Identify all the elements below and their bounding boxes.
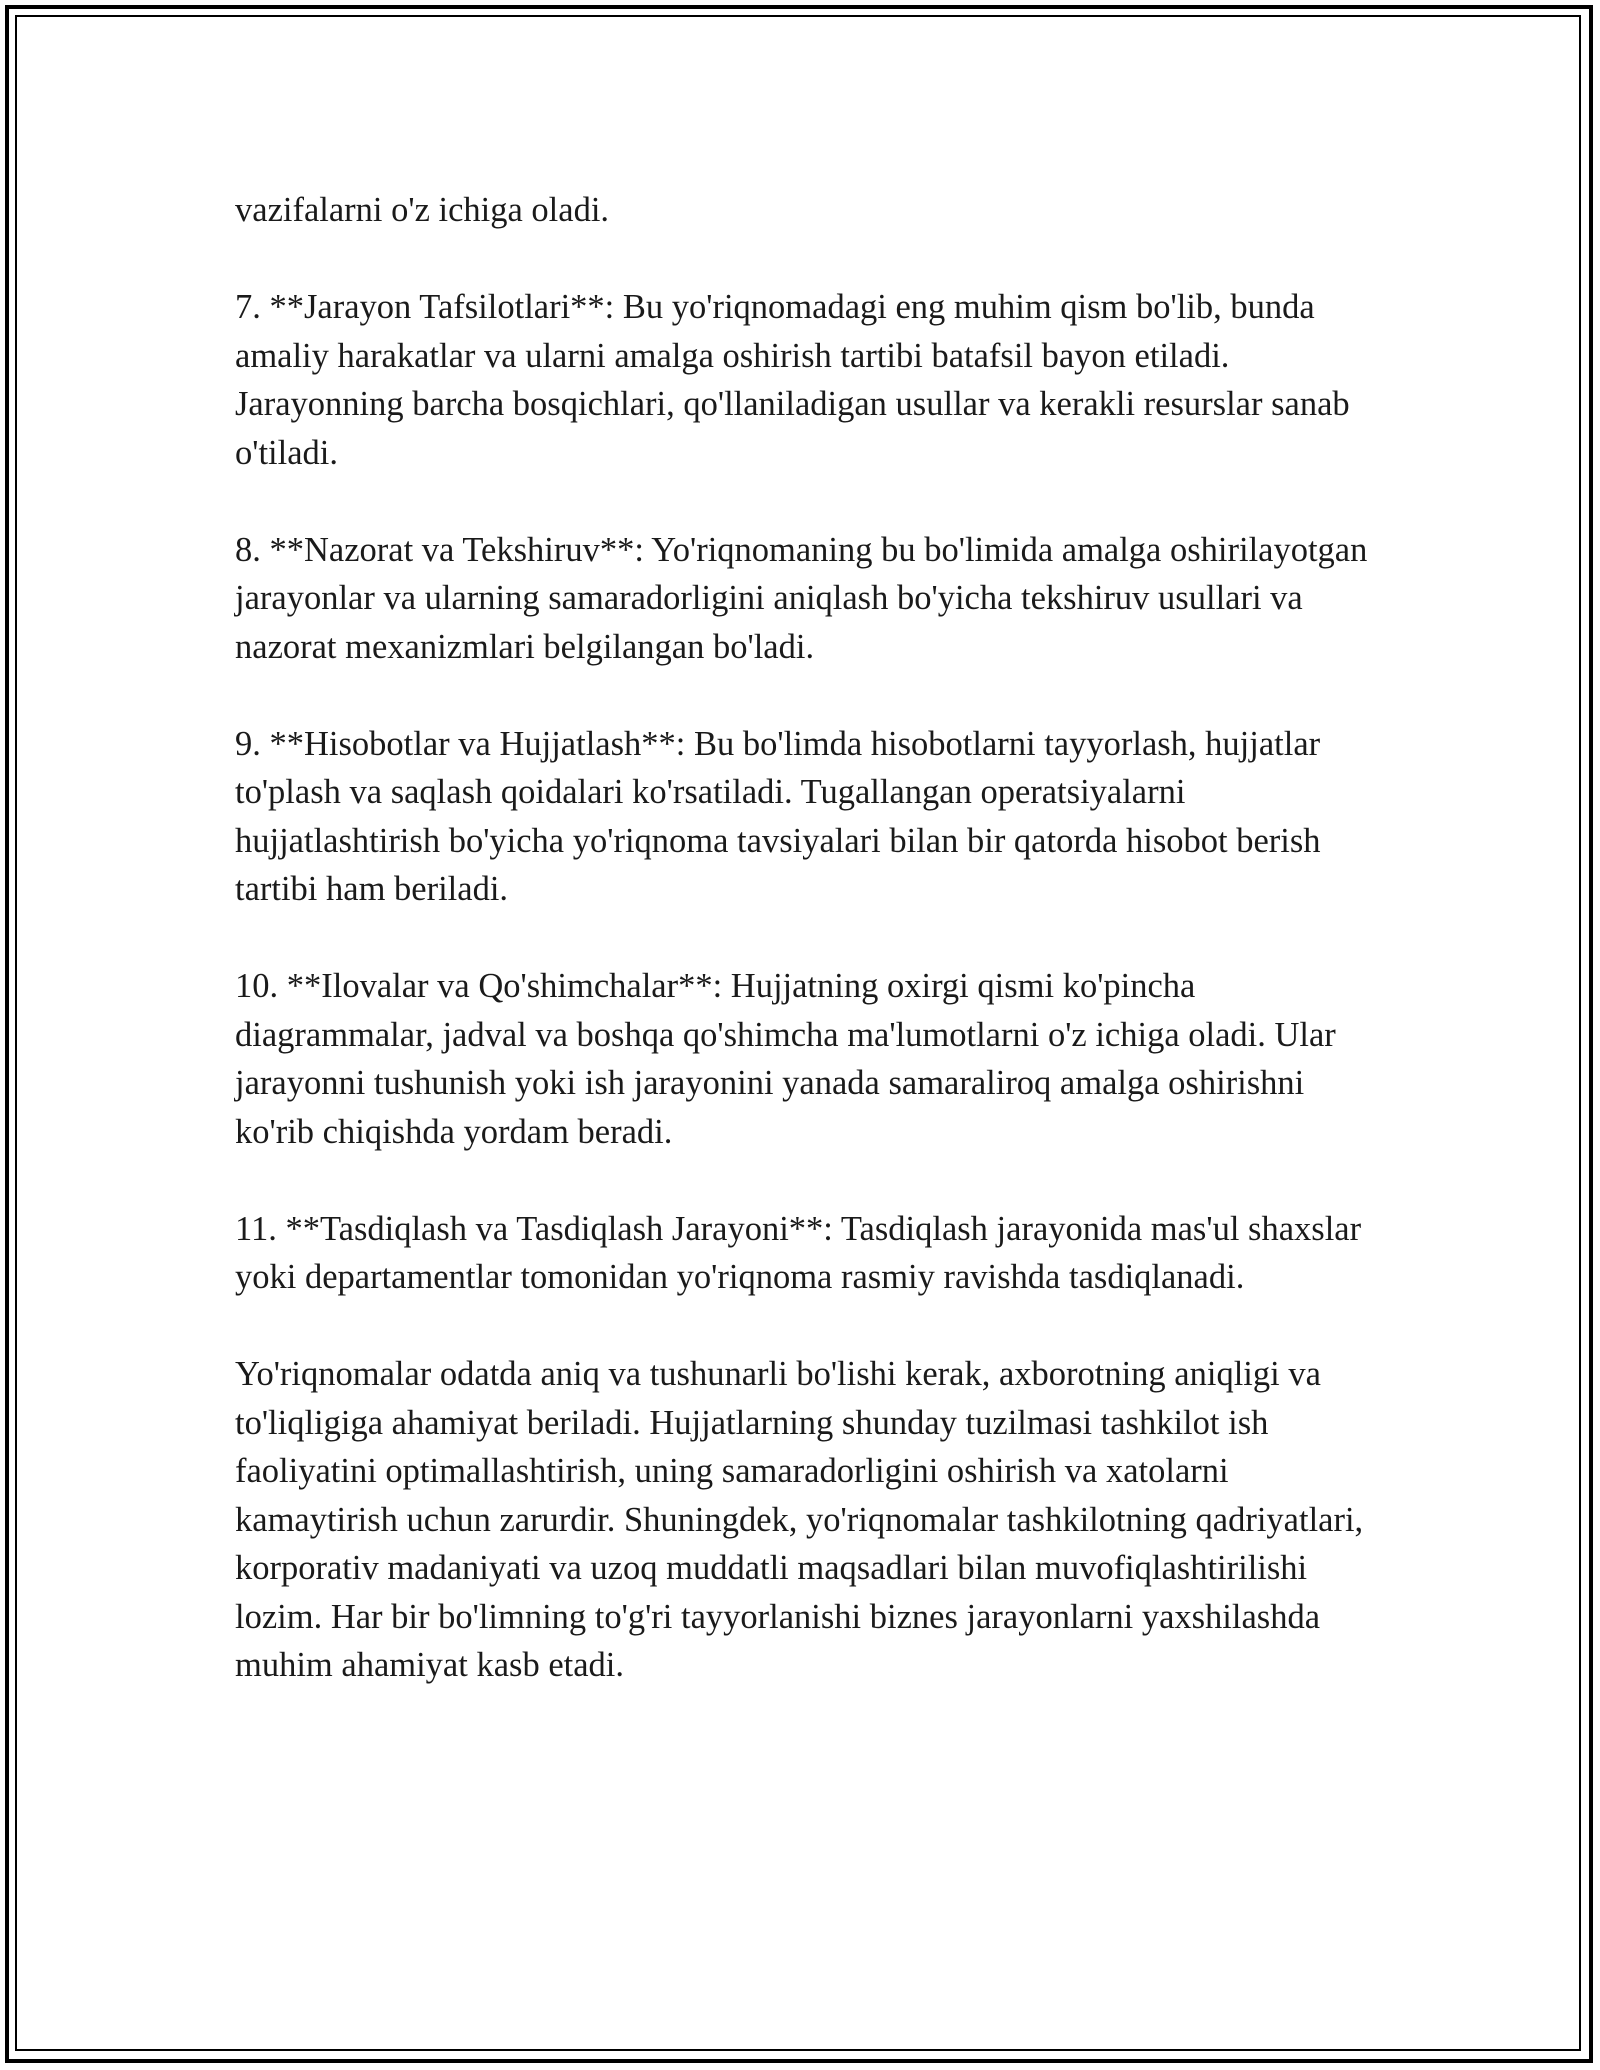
paragraph-continuation: vazifalarni o'z ichiga oladi.	[235, 191, 610, 229]
paragraph-item-7: 7. **Jarayon Tafsilotlari**: Bu yo'riqnomadagi eng muhim qism bo'lib, bunda amaliy harakatlar va ularni amalga oshirish tartibi batafsil bayon etiladi. Jarayonning barcha bosqichlari, qo'llaniladigan usullar va kerakli resurslar sanab o'tiladi.	[235, 288, 1350, 472]
paragraph-item-11: 11. **Tasdiqlash va Tasdiqlash Jarayoni**: Tasdiqlash jarayonida mas'ul shaxslar yoki departamentlar tomonidan yo'riqnoma rasmiy ravishda tasdiqlanadi.	[235, 1209, 1362, 1296]
paragraph-item-10: 10. **Ilovalar va Qo'shimchalar**: Hujjatning oxirgi qismi ko'pincha diagrammalar, jadval va boshqa qo'shimcha ma'lumotlarni o'z ichiga oladi. Ular jarayonni tushunish yoki ish jarayonini yanada samaraliroq amalga oshirishni ko'rib chiqishda yordam beradi.	[235, 967, 1336, 1151]
paragraph-item-9: 9. **Hisobotlar va Hujjatlash**: Bu bo'limda hisobotlarni tayyorlash, hujjatlar to'plash va saqlash qoidalari ko'rsatiladi. Tugallangan operatsiyalarni hujjatlashtirish bo'yicha yo'riqnoma tavsiyalari bilan bir qatorda hisobot berish tartibi ham beriladi.	[235, 724, 1321, 908]
document-body	[235, 186, 1375, 1690]
paragraph-item-8: 8. **Nazorat va Tekshiruv**: Yo'riqnomaning bu bo'limida amalga oshirilayotgan jarayonlar va ularning samaradorligini aniqlash bo'yicha tekshiruv usullari va nazorat mexanizmlari belgilangan bo'ladi.	[235, 530, 1368, 666]
paragraph-conclusion: Yo'riqnomalar odatda aniq va tushunarli bo'lishi kerak, axborotning aniqligi va to'liqligiga ahamiyat beriladi. Hujjatlarning shunday tuzilmasi tashkilot ish faoliyatini optimallashtirish, uning samaradorligini oshirish va xatolarni kamaytirish uchun zarurdir. Shuningdek, yo'riqnomalar tashkilotning qadriyatlari, korporativ madaniyati va uzoq muddatli maqsadlari bilan muvofiqlashtirilishi lozim. Har bir bo'limning to'g'ri tayyorlanishi biznes jarayonlarni yaxshilashda muhim ahamiyat kasb etadi.	[235, 1355, 1364, 1684]
